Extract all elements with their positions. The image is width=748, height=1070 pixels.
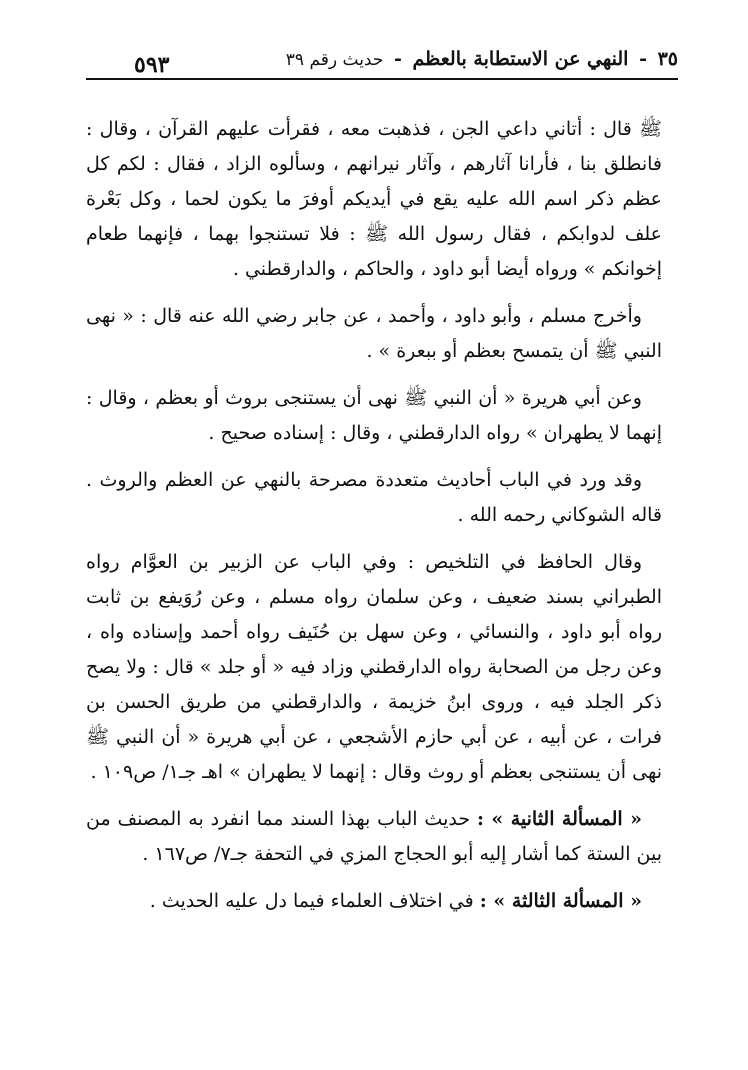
paragraph <box>86 802 662 872</box>
paragraph <box>86 381 662 451</box>
paragraph-text: وقال الحافظ في التلخيص : وفي الباب عن الزبير بن العوَّام رواه الطبراني بسند ضعيف ، وعن سلمان رواه مسلم ، وعن رُوَيفع بن ثابت رواه أبو داود ، والنسائي ، وعن سهل بن حُنَيف رواه أحمد وإسناده واه ، وعن رجل من الصحابة رواه الدارقطني وزاد فيه « أو جلد » قال : ولا يصح ذكر الجلد فيه ، وروى ابنُ خزيمة ، والدارقطني من طريق الحسن بن فرات ، عن أبيه ، عن أبي حازم الأشجعي ، عن أبي هريرة « أن النبي ﷺ نهى أن يستنجى بعظم أو روث وقال : إنهما لا يطهران » اهـ جـ١/ ص١٠٩ . <box>86 551 662 783</box>
body-text <box>86 112 662 931</box>
header-rule <box>86 78 678 80</box>
paragraph-text: في اختلاف العلماء فيما دل عليه الحديث . <box>149 890 480 912</box>
title-separator: - <box>639 48 647 70</box>
paragraph-text: ﷺ قال : أتاني داعي الجن ، فذهبت معه ، فقرأت عليهم القرآن ، وقال : فانطلق بنا ، فأرانا آثارهم ، وآثار نيرانهم ، وسألوه الزاد ، فقال : لكم كل عظم ذكر اسم الله عليه يقع في أيديكم أوفرَ ما يكون لحما ، وكل بَعْرة علف لدوابكم ، فقال رسول الله ﷺ : فلا تستنجوا بهما ، فإنهما طعام إخوانكم » ورواه أيضا أبو داود ، والحاكم ، والدارقطني . <box>86 118 662 280</box>
page-header <box>86 48 678 76</box>
paragraph <box>86 463 662 533</box>
paragraph-text: وعن أبي هريرة « أن النبي ﷺ نهى أن يستنجى بروث أو بعظم ، وقال : إنهما لا يطهران » رواه الدارقطني ، وقال : إسناده صحيح . <box>86 387 662 444</box>
running-title <box>286 48 678 70</box>
hadith-number: حديث رقم ٣٩ <box>285 50 384 70</box>
paragraph <box>86 884 662 919</box>
paragraph <box>86 112 662 287</box>
chapter-number: ٣٥ <box>657 48 678 70</box>
paragraph-text: وأخرج مسلم ، وأبو داود ، وأحمد ، عن جابر رضي الله عنه قال : « نهى النبي ﷺ أن يتمسح بعظم أو ببعرة » . <box>86 305 662 362</box>
paragraph-text: حديث الباب بهذا السند مما انفرد به المصنف من بين الستة كما أشار إليه أبو الحجاج المزي في التحفة جـ٧/ ص١٦٧ . <box>86 808 662 865</box>
paragraph <box>86 545 662 790</box>
paragraph-text: وقد ورد في الباب أحاديث متعددة مصرحة بالنهي عن العظم والروث . قاله الشوكاني رحمه الله . <box>86 469 662 526</box>
issue-heading: « المسألة الثانية » : <box>476 808 642 830</box>
issue-heading: « المسألة الثالثة » : <box>479 890 642 912</box>
page-number: ٥٩٣ <box>134 52 170 78</box>
paragraph <box>86 299 662 369</box>
chapter-title: النهي عن الاستطابة بالعظم <box>412 48 629 70</box>
title-separator: - <box>394 48 402 70</box>
